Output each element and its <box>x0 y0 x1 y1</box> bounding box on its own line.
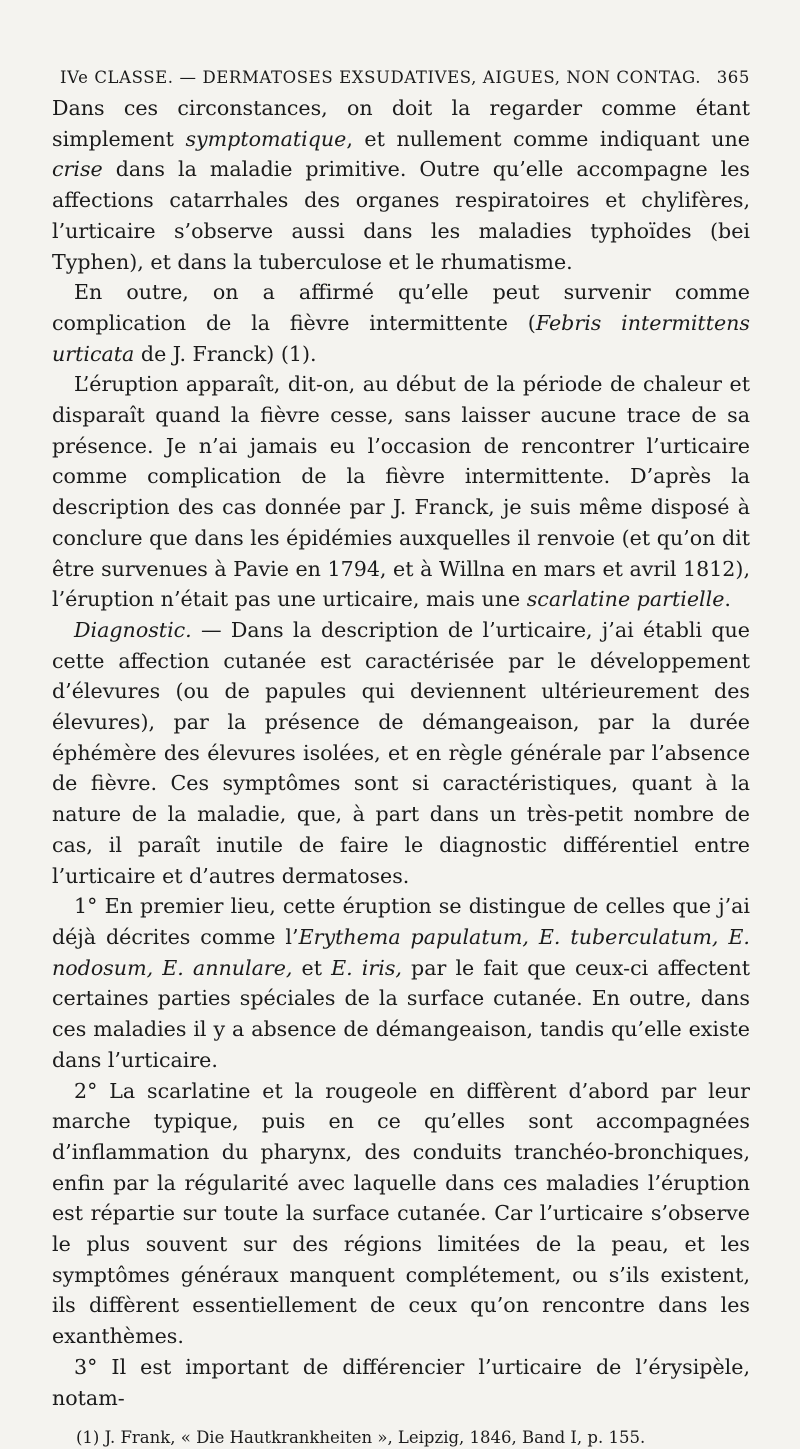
paragraph-1 <box>52 93 750 277</box>
text-run: par le fait que ceux-ci affectent certaines parties spéciales de la surface cutanée. En outre, dans ces maladies il y a absence de démangeaison, tandis qu’elle existe dans l’urticaire. <box>52 955 750 1072</box>
paragraph-3 <box>52 369 750 615</box>
text-run: 2° La scarlatine et la rougeole en diffèrent d’abord par leur marche typique, puis en ce qu’elles sont accompagnées d’inflammation du pharynx, des conduits tranchéo-bronchiques, enfin par la régularité avec laquelle dans ces maladies l’éruption est répartie sur toute la surface cutanée. Car l’urticaire s’observe le plus souvent sur des régions limitées de la peau, et les symptômes généraux manquent complétement, ou s’ils existent, ils diffèrent essentiellement de ceux qu’on rencontre dans les exanthèmes. <box>52 1078 750 1349</box>
text-run: . <box>724 587 731 612</box>
paragraph-diagnostic <box>52 615 750 891</box>
paragraph-2 <box>52 277 750 369</box>
text-run: En outre, on a affirmé qu’elle peut survenir comme complication de la fièvre intermittente ( <box>52 280 750 335</box>
text-run: et <box>292 955 332 980</box>
page-number: 365 <box>716 68 750 87</box>
text-run: dans la maladie primitive. Outre qu’elle accompagne les affections catarrhales des organes respiratoires et chylifères, l’urticaire s’observe aussi dans les maladies typhoïdes (bei Typhen), et dans la tuberculose et le rhumatisme. <box>52 157 750 274</box>
footnote: (1) J. Frank, « Die Hautkrankheiten », Leipzig, 1846, Band I, p. 155. <box>76 1428 646 1448</box>
text-run: , et nullement comme indiquant une <box>346 126 750 151</box>
class-label: IVe CLASSE. <box>60 68 174 87</box>
footnote-spacer <box>52 1413 750 1427</box>
paragraph-6 <box>52 1076 750 1352</box>
text-run: 3° Il est important de différencier l’urticaire de l’érysipèle, notam- <box>52 1354 750 1410</box>
italic-run: crise <box>52 157 103 182</box>
paragraph-5 <box>52 891 750 1075</box>
italic-run: Febris intermittens urticata <box>52 310 750 366</box>
italic-run: Erythema papulatum, E. tuberculatum, E. nodosum, E. annulare, <box>52 924 750 980</box>
italic-run: E. iris, <box>331 955 402 980</box>
text-run: 1° En premier lieu, cette éruption se distingue de celles que j’ai déjà décrites comme l’ <box>52 894 750 949</box>
section-title: — DERMATOSES EXSUDATIVES, AIGUES, NON CONTAG. <box>179 68 702 87</box>
body-text <box>52 93 750 1413</box>
section-heading-diagnostic: Diagnostic. <box>74 617 192 642</box>
italic-run: symptomatique <box>185 126 347 151</box>
text-run: Dans ces circonstances, on doit la regarder comme étant simplement <box>52 96 750 151</box>
text-run: — Dans la description de l’urticaire, j’ai établi que cette affection cutanée est caractérisée par le développement d’élevures (ou de papules qui deviennent ultérieurement des élevures), par la présence de démangeaison, par la durée éphémère des élevures isolées, et en règle générale par l’absence de fièvre. Ces symptômes sont si caractéristiques, quant à la nature de la maladie, que, à part dans un très-petit nombre de cas, il paraît inutile de faire le diagnostic différentiel entre l’urticaire et d’autres dermatoses. <box>52 617 750 888</box>
paragraph-7 <box>52 1352 750 1413</box>
text-run: de J. Franck) (1). <box>134 341 317 366</box>
running-header-title <box>60 68 701 87</box>
running-header <box>52 68 750 87</box>
text-run: L’éruption apparaît, dit-on, au début de la période de chaleur et disparaît quand la fièvre cesse, sans laisser aucune trace de sa présence. Je n’ai jamais eu l’occasion de rencontrer l’urticaire comme complication de la fièvre intermittente. D’après la description des cas donnée par J. Franck, je suis même disposé à conclure que dans les épidémies auxquelles il renvoie (et qu’on dit être survenues à Pavie en 1794, et à Willna en mars et avril 1812), l’éruption n’était pas une urticaire, mais une <box>52 372 750 612</box>
italic-run: scarlatine partielle <box>526 587 725 612</box>
